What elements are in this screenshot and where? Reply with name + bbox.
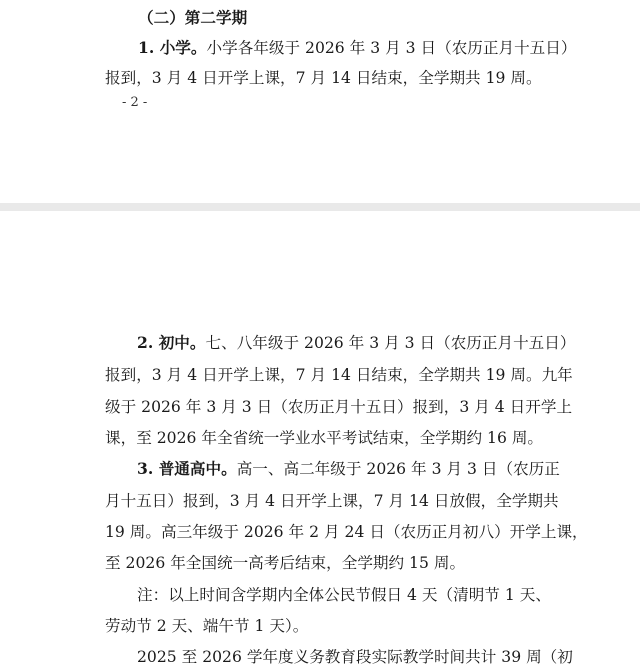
junior-high-paragraph-line-4: 课，至 2026 年全省统一学业水平考试结束，全学期约 16 周。 — [105, 429, 544, 447]
primary-school-text-1: 小学各年级于 2026 年 3 月 3 日（农历正月十五日） — [206, 39, 577, 57]
page-number: - 2 - — [122, 95, 148, 110]
junior-high-paragraph-line-1 — [137, 333, 575, 353]
summary-line-1: 2025 至 2026 学年度义务教育段实际教学时间共计 39 周（初 — [137, 648, 573, 666]
primary-school-paragraph-line-2: 报到，3 月 4 日开学上课，7 月 14 日结束，全学期共 19 周。 — [105, 69, 542, 87]
senior-high-paragraph-line-1 — [137, 459, 560, 479]
senior-high-label: 3. 普通高中。 — [137, 459, 237, 478]
document-page-bottom — [0, 211, 640, 667]
junior-high-text-1: 七、八年级于 2026 年 3 月 3 日（农历正月十五日） — [205, 334, 576, 352]
junior-high-paragraph-line-2: 报到，3 月 4 日开学上课，7 月 14 日结束，全学期共 19 周。九年 — [105, 366, 573, 384]
senior-high-paragraph-line-4: 至 2026 年全国统一高考后结束，全学期约 15 周。 — [105, 554, 466, 572]
note-line-2: 劳动节 2 天、端午节 1 天）。 — [105, 617, 309, 635]
junior-high-paragraph-line-3: 级于 2026 年 3 月 3 日（农历正月十五日）报到，3 月 4 日开学上 — [105, 398, 573, 416]
primary-school-label: 1. 小学。 — [138, 38, 207, 57]
senior-high-paragraph-line-3: 19 周。高三年级于 2026 年 2 月 24 日（农历正月初八）开学上课， — [105, 523, 588, 541]
senior-high-paragraph-line-2: 月十五日）报到，3 月 4 日开学上课，7 月 14 日放假，全学期共 — [105, 492, 559, 510]
junior-high-label: 2. 初中。 — [137, 333, 206, 352]
note-line-1: 注：以上时间含学期内全体公民节假日 4 天（清明节 1 天、 — [137, 586, 551, 604]
senior-high-text-1: 高一、高二年级于 2026 年 3 月 3 日（农历正 — [236, 460, 560, 478]
section-heading: （二）第二学期 — [138, 8, 248, 27]
document-page-top — [0, 0, 640, 203]
primary-school-paragraph-line-1 — [138, 38, 576, 58]
